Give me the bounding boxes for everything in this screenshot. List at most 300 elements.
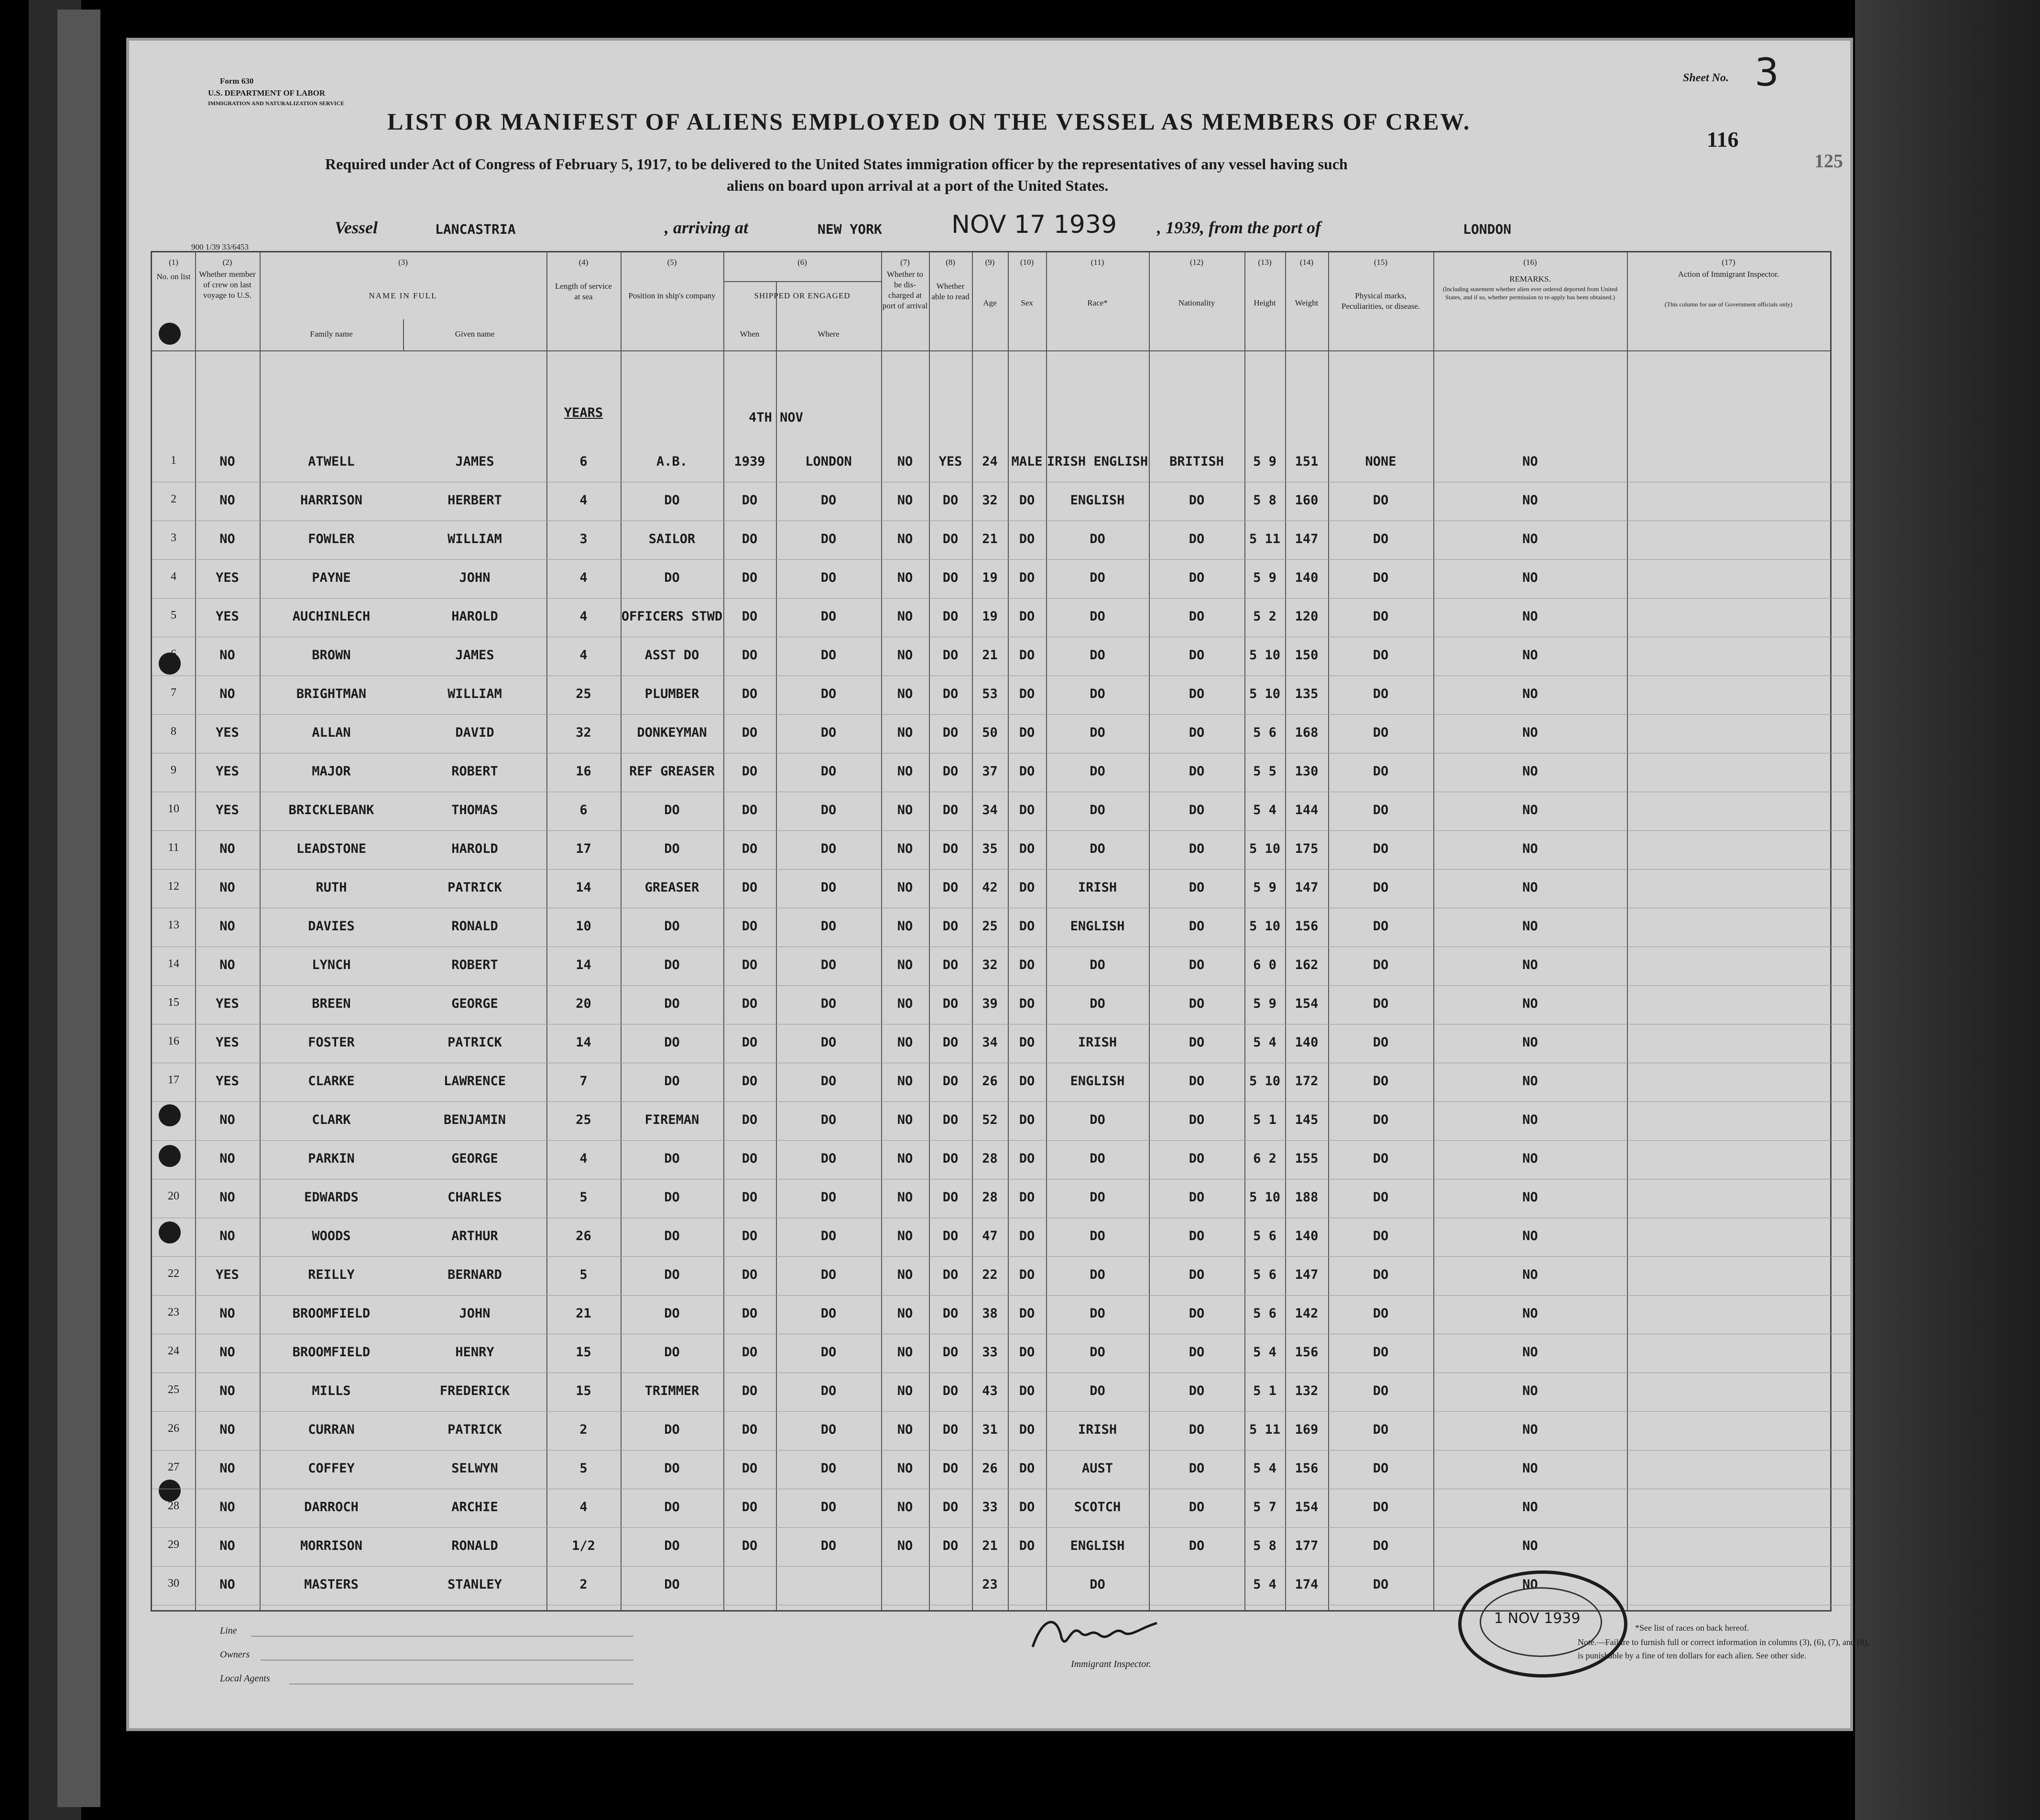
page-title: LIST OR MANIFEST OF ALIENS EMPLOYED ON THE VESSEL AS MEMBERS OF CREW.: [387, 108, 1471, 135]
cell-no: 8: [171, 725, 176, 738]
table-row: [152, 715, 1830, 753]
cell-race: DO: [1090, 1112, 1105, 1127]
cell-discharged: NO: [897, 1035, 913, 1050]
cell-service: 5: [579, 1190, 588, 1205]
cell-read: DO: [942, 1074, 959, 1089]
cell-given: THOMAS: [451, 803, 498, 817]
cell-read: DO: [942, 1306, 959, 1321]
cell-nationality: DO: [1189, 996, 1205, 1011]
cell-service: 2: [579, 1422, 588, 1437]
cell-when: DO: [742, 919, 758, 934]
cell-remarks: NO: [1522, 880, 1538, 895]
cell-race: SCOTCH: [1074, 1500, 1121, 1515]
cell-given: BERNARD: [447, 1267, 502, 1282]
cell-weight: 156: [1295, 1345, 1319, 1360]
cell-marks: DO: [1373, 648, 1389, 663]
cell-no: 22: [168, 1267, 179, 1280]
cell-height: 5 4: [1253, 803, 1276, 817]
cell-member: NO: [219, 1229, 235, 1243]
cell-sex: DO: [1019, 1384, 1035, 1398]
cell-discharged: NO: [897, 725, 913, 740]
cell-marks: DO: [1373, 570, 1389, 585]
cell-when: DO: [742, 841, 758, 856]
col-17-number: (17): [1722, 258, 1735, 267]
cell-height: 5 11: [1249, 1422, 1281, 1437]
cell-marks: DO: [1373, 1577, 1389, 1592]
cell-position: DO: [664, 1538, 680, 1553]
cell-service: 25: [576, 1112, 591, 1127]
cell-remarks: NO: [1522, 958, 1538, 972]
cell-weight: 154: [1295, 1500, 1319, 1515]
cell-member: NO: [219, 880, 235, 895]
cell-discharged: NO: [897, 1422, 913, 1437]
cell-given: HAROLD: [451, 841, 498, 856]
cell-marks: DO: [1373, 1112, 1389, 1127]
table-row: [152, 1257, 1830, 1296]
cell-height: 5 8: [1253, 1538, 1276, 1553]
cell-discharged: NO: [897, 919, 913, 934]
stamp-date: 1 NOV 1939: [1494, 1610, 1581, 1627]
cell-when: DO: [742, 725, 758, 740]
cell-height: 5 6: [1253, 725, 1276, 740]
cell-read: DO: [942, 532, 959, 546]
table-row: [152, 599, 1830, 637]
cell-no: 16: [168, 1035, 179, 1047]
cell-no: 18: [168, 1112, 179, 1125]
cell-sex: DO: [1019, 1306, 1035, 1321]
cell-where: DO: [820, 1461, 837, 1476]
cell-read: DO: [942, 1461, 959, 1476]
cell-marks: DO: [1373, 996, 1389, 1011]
cell-position: A.B.: [656, 454, 688, 469]
cell-race: DO: [1090, 570, 1105, 585]
cell-remarks: NO: [1522, 609, 1538, 624]
cell-weight: 142: [1295, 1306, 1319, 1321]
cell-remarks: NO: [1522, 648, 1538, 663]
cell-given: ROBERT: [451, 764, 498, 779]
cell-given: PATRICK: [447, 1035, 502, 1050]
col-11-header: Race*: [1087, 298, 1108, 307]
cell-height: 6 0: [1253, 958, 1276, 972]
cell-family: ATWELL: [308, 454, 355, 469]
cell-nationality: DO: [1189, 1190, 1205, 1205]
footer-note-2: Note.—Failure to furnish full or correct information in columns (3), (6), (7), and (8),: [1578, 1637, 1869, 1647]
cell-given: ARTHUR: [451, 1229, 498, 1243]
cell-position: DO: [664, 1577, 680, 1592]
cell-given: BENJAMIN: [443, 1112, 506, 1127]
cell-no: 14: [168, 958, 179, 970]
cell-remarks: NO: [1522, 1422, 1538, 1437]
table-row: [152, 1063, 1830, 1102]
cell-service: 4: [579, 1500, 588, 1515]
cell-service: 4: [579, 570, 588, 585]
cell-weight: 168: [1295, 725, 1319, 740]
cell-position: FIREMAN: [644, 1112, 699, 1127]
cell-read: DO: [942, 570, 959, 585]
cell-height: 5 6: [1253, 1267, 1276, 1282]
cell-when: DO: [742, 648, 758, 663]
cell-remarks: NO: [1522, 1267, 1538, 1282]
cell-marks: DO: [1373, 532, 1389, 546]
table-row: [152, 1450, 1830, 1489]
cell-member: YES: [216, 609, 239, 624]
cell-read: DO: [942, 841, 959, 856]
cell-position: DO: [664, 570, 680, 585]
cell-discharged: NO: [897, 454, 913, 469]
cell-position: REF GREASER: [629, 764, 715, 779]
cell-when: DO: [742, 1074, 758, 1089]
cell-family: PAYNE: [312, 570, 351, 585]
cell-given: JOHN: [459, 570, 491, 585]
cell-when: DO: [742, 1112, 758, 1127]
cell-nationality: DO: [1189, 841, 1205, 856]
cell-family: BREEN: [312, 996, 351, 1011]
cell-position: DO: [664, 803, 680, 817]
cell-nationality: BRITISH: [1169, 454, 1224, 469]
cell-race: DO: [1090, 1151, 1105, 1166]
cell-when: DO: [742, 1190, 758, 1205]
footer-note-1: *See list of races on back hereof.: [1635, 1623, 1749, 1633]
sheet-label: Sheet No.: [1683, 72, 1729, 84]
cell-weight: 175: [1295, 841, 1319, 856]
col-9-header: Age: [983, 298, 997, 307]
agents-label: Local Agents: [220, 1673, 270, 1684]
cell-position: OFFICERS STWD: [621, 609, 723, 624]
cell-position: DO: [664, 1500, 680, 1515]
cell-given: ARCHIE: [451, 1500, 498, 1515]
footer-note-3: is punishable by a fine of ten dollars for each alien. See other side.: [1578, 1651, 1807, 1660]
cell-sex: DO: [1019, 1500, 1035, 1515]
cell-discharged: NO: [897, 1267, 913, 1282]
cell-remarks: NO: [1522, 841, 1538, 856]
cell-remarks: NO: [1522, 1229, 1538, 1243]
cell-position: DO: [664, 919, 680, 934]
year-label: , 1939, from the port of: [1157, 218, 1321, 237]
owners-label: Owners: [220, 1649, 250, 1660]
cell-read: DO: [942, 1422, 959, 1437]
cell-given: HAROLD: [451, 609, 498, 624]
cell-age: 38: [982, 1306, 998, 1321]
table-row: [152, 1528, 1830, 1567]
cell-marks: DO: [1373, 1229, 1389, 1243]
cell-sex: DO: [1019, 1538, 1035, 1553]
cell-read: DO: [942, 1500, 959, 1515]
cell-height: 5 1: [1253, 1112, 1276, 1127]
cell-family: DAVIES: [308, 919, 355, 934]
cell-weight: 177: [1295, 1538, 1319, 1553]
cell-age: 26: [982, 1461, 998, 1476]
cell-weight: 140: [1295, 570, 1319, 585]
cell-member: YES: [216, 725, 239, 740]
col-10-header: Sex: [1021, 298, 1033, 307]
col-11-number: (11): [1091, 258, 1104, 267]
cell-no: 21: [168, 1229, 179, 1241]
cell-height: 5 2: [1253, 609, 1276, 624]
cell-when: DO: [742, 764, 758, 779]
col-12-number: (12): [1189, 258, 1204, 267]
cell-sex: DO: [1019, 1422, 1035, 1437]
col-13-header: Height: [1254, 298, 1276, 307]
cell-age: 21: [982, 1538, 998, 1553]
cell-family: CURRAN: [308, 1422, 355, 1437]
cell-remarks: NO: [1522, 764, 1538, 779]
cell-where: DO: [820, 1074, 837, 1089]
cell-given: ROBERT: [451, 958, 498, 972]
cell-no: 23: [168, 1306, 179, 1319]
cell-member: YES: [216, 803, 239, 817]
cell-remarks: NO: [1522, 1500, 1538, 1515]
cell-race: DO: [1090, 1190, 1105, 1205]
cell-member: NO: [219, 1190, 235, 1205]
cell-family: RUTH: [316, 880, 347, 895]
cell-where: DO: [820, 493, 837, 508]
cell-discharged: NO: [897, 609, 913, 624]
cell-marks: DO: [1373, 1345, 1389, 1360]
cell-no: 28: [168, 1500, 179, 1512]
cell-discharged: NO: [897, 532, 913, 546]
cell-race: DO: [1090, 841, 1105, 856]
cell-race: ENGLISH: [1070, 1074, 1125, 1089]
cell-where: DO: [820, 532, 837, 546]
cell-service: 16: [576, 764, 591, 779]
table-row: [152, 560, 1830, 599]
cell-member: NO: [219, 648, 235, 663]
cell-no: 12: [168, 880, 179, 893]
cell-discharged: NO: [897, 1229, 913, 1243]
cell-marks: DO: [1373, 919, 1389, 934]
cell-discharged: NO: [897, 1461, 913, 1476]
cell-member: NO: [219, 1345, 235, 1360]
cell-given: STANLEY: [447, 1577, 502, 1592]
cell-sex: DO: [1019, 609, 1035, 624]
arriving-label: , arriving at: [665, 218, 749, 237]
cell-position: ASST DO: [644, 648, 699, 663]
cell-where: LONDON: [805, 454, 852, 469]
cell-given: RONALD: [451, 1538, 498, 1553]
header-divider: [152, 350, 1830, 351]
cell-member: YES: [216, 1035, 239, 1050]
cell-race: DO: [1090, 1577, 1105, 1592]
cell-age: 21: [982, 532, 998, 546]
cell-marks: DO: [1373, 609, 1389, 624]
cell-position: DO: [664, 1267, 680, 1282]
cell-service: 5: [579, 1267, 588, 1282]
cell-read: DO: [942, 1190, 959, 1205]
cell-member: NO: [219, 687, 235, 701]
cell-service: 6: [579, 803, 588, 817]
cell-weight: 174: [1295, 1577, 1319, 1592]
cell-discharged: NO: [897, 1306, 913, 1321]
cell-when: 1939: [734, 454, 765, 469]
cell-service: 32: [576, 725, 591, 740]
cell-service: 14: [576, 1035, 591, 1050]
cell-member: NO: [219, 532, 235, 546]
cell-remarks: NO: [1522, 1384, 1538, 1398]
cell-where: DO: [820, 570, 837, 585]
cell-age: 34: [982, 803, 998, 817]
cell-weight: 132: [1295, 1384, 1319, 1398]
cell-no: 7: [171, 687, 176, 699]
cell-given: HENRY: [455, 1345, 494, 1360]
cell-sex: DO: [1019, 1190, 1035, 1205]
cell-sex: DO: [1019, 1229, 1035, 1243]
cell-service: 3: [579, 532, 588, 546]
cell-service: 25: [576, 687, 591, 701]
form-number: Form 630: [220, 76, 254, 86]
col-12-header: Nationality: [1178, 298, 1215, 307]
cell-given: WILLIAM: [447, 532, 502, 546]
cell-read: DO: [942, 493, 959, 508]
cell-service: 21: [576, 1306, 591, 1321]
cell-sex: DO: [1019, 1151, 1035, 1166]
cell-nationality: DO: [1189, 1112, 1205, 1127]
col-3-header: NAME IN FULL: [369, 291, 437, 300]
cell-when: DO: [742, 1538, 758, 1553]
cell-weight: 155: [1295, 1151, 1319, 1166]
cell-height: 5 10: [1249, 1190, 1281, 1205]
cell-sex: DO: [1019, 1345, 1035, 1360]
col-6-number: (6): [797, 258, 807, 267]
cell-position: DO: [664, 1035, 680, 1050]
cell-marks: DO: [1373, 1267, 1389, 1282]
cell-nationality: DO: [1189, 1384, 1205, 1398]
cell-read: DO: [942, 1384, 959, 1398]
cell-weight: 150: [1295, 648, 1319, 663]
cell-age: 28: [982, 1151, 998, 1166]
cell-read: DO: [942, 803, 959, 817]
cell-given: JOHN: [459, 1306, 491, 1321]
cell-nationality: DO: [1189, 1035, 1205, 1050]
cell-position: SAILOR: [648, 532, 696, 546]
cell-age: 28: [982, 1190, 998, 1205]
cell-member: NO: [219, 1500, 235, 1515]
cell-member: NO: [219, 1538, 235, 1553]
cell-service: 4: [579, 493, 588, 508]
inspector-label: Immigrant Inspector.: [1071, 1659, 1151, 1669]
cell-no: 3: [171, 532, 176, 544]
cell-sex: DO: [1019, 919, 1035, 934]
cell-service: 4: [579, 648, 588, 663]
cell-discharged: NO: [897, 1151, 913, 1166]
table-row: [152, 1373, 1830, 1412]
cell-marks: DO: [1373, 1461, 1389, 1476]
cell-marks: DO: [1373, 1306, 1389, 1321]
cell-sex: DO: [1019, 996, 1035, 1011]
col-6-header: SHIPPED OR ENGAGED: [754, 291, 851, 300]
cell-where: DO: [820, 919, 837, 934]
col-6-where-header: Where: [818, 329, 840, 338]
cell-service: 10: [576, 919, 591, 934]
cell-family: MILLS: [312, 1384, 351, 1398]
cell-weight: 120: [1295, 609, 1319, 624]
col-16-header: REMARKS.: [1509, 274, 1551, 283]
col-6-when-header: When: [740, 329, 760, 338]
col-4-header: Length of service at sea: [555, 282, 612, 301]
cell-marks: DO: [1373, 1500, 1389, 1515]
table-row: [152, 1334, 1830, 1373]
cell-remarks: NO: [1522, 803, 1538, 817]
cell-read: DO: [942, 996, 959, 1011]
cell-read: DO: [942, 880, 959, 895]
cell-position: DO: [664, 1345, 680, 1360]
vessel-label: Vessel: [335, 218, 378, 237]
cell-member: NO: [219, 1112, 235, 1127]
service-name: IMMIGRATION AND NATURALIZATION SERVICE: [208, 100, 345, 107]
cell-no: 6: [171, 648, 176, 660]
cell-position: DONKEYMAN: [637, 725, 707, 740]
cell-sex: DO: [1019, 532, 1035, 546]
cell-discharged: NO: [897, 803, 913, 817]
cell-age: 33: [982, 1500, 998, 1515]
cell-height: 5 6: [1253, 1306, 1276, 1321]
cell-position: DO: [664, 1074, 680, 1089]
cell-sex: DO: [1019, 958, 1035, 972]
cell-member: NO: [219, 1151, 235, 1166]
table-row: [152, 753, 1830, 792]
table-row: [152, 1024, 1830, 1063]
cell-sex: MALE: [1011, 454, 1043, 469]
cell-height: 5 4: [1253, 1461, 1276, 1476]
cell-given: GEORGE: [451, 1151, 498, 1166]
cell-age: 52: [982, 1112, 998, 1127]
cell-service: 6: [579, 454, 588, 469]
cell-nationality: DO: [1189, 764, 1205, 779]
cell-family: FOWLER: [308, 532, 355, 546]
cell-weight: 147: [1295, 1267, 1319, 1282]
cell-nationality: DO: [1189, 493, 1205, 508]
cell-family: BROWN: [312, 648, 351, 663]
print-code: 900 1/39 33/6453: [191, 242, 249, 251]
cell-where: DO: [820, 1035, 837, 1050]
cell-discharged: NO: [897, 570, 913, 585]
col-9-number: (9): [985, 258, 995, 267]
cell-read: DO: [942, 1035, 959, 1050]
cell-where: DO: [820, 1267, 837, 1282]
cell-position: DO: [664, 1190, 680, 1205]
cell-age: 34: [982, 1035, 998, 1050]
col-17-header: Action of Immigrant Inspector.: [1678, 270, 1779, 279]
cell-discharged: NO: [897, 764, 913, 779]
cell-no: 13: [168, 919, 179, 931]
cell-race: DO: [1090, 609, 1105, 624]
cell-member: NO: [219, 493, 235, 508]
cell-where: DO: [820, 803, 837, 817]
cell-given: JAMES: [455, 648, 494, 663]
col-5-header: Position in ship's company: [628, 291, 716, 300]
cell-service: 15: [576, 1345, 591, 1360]
table-row: [152, 482, 1830, 521]
cell-age: 35: [982, 841, 998, 856]
cell-member: YES: [216, 570, 239, 585]
cell-height: 5 10: [1249, 648, 1281, 663]
cell-family: PARKIN: [308, 1151, 355, 1166]
cell-given: RONALD: [451, 919, 498, 934]
cell-weight: 188: [1295, 1190, 1319, 1205]
cell-nationality: DO: [1189, 532, 1205, 546]
table-row: [152, 1218, 1830, 1257]
cell-height: 5 4: [1253, 1577, 1276, 1592]
cell-remarks: NO: [1522, 1345, 1538, 1360]
background-shadow: [1855, 0, 2040, 1820]
cell-sex: DO: [1019, 493, 1035, 508]
inspector-signature: [1028, 1609, 1162, 1661]
table-row: [152, 1179, 1830, 1218]
cell-sex: DO: [1019, 1035, 1035, 1050]
table-row: [152, 1412, 1830, 1450]
cell-discharged: NO: [897, 841, 913, 856]
cell-race: ENGLISH: [1070, 493, 1125, 508]
cell-when: DO: [742, 1384, 758, 1398]
